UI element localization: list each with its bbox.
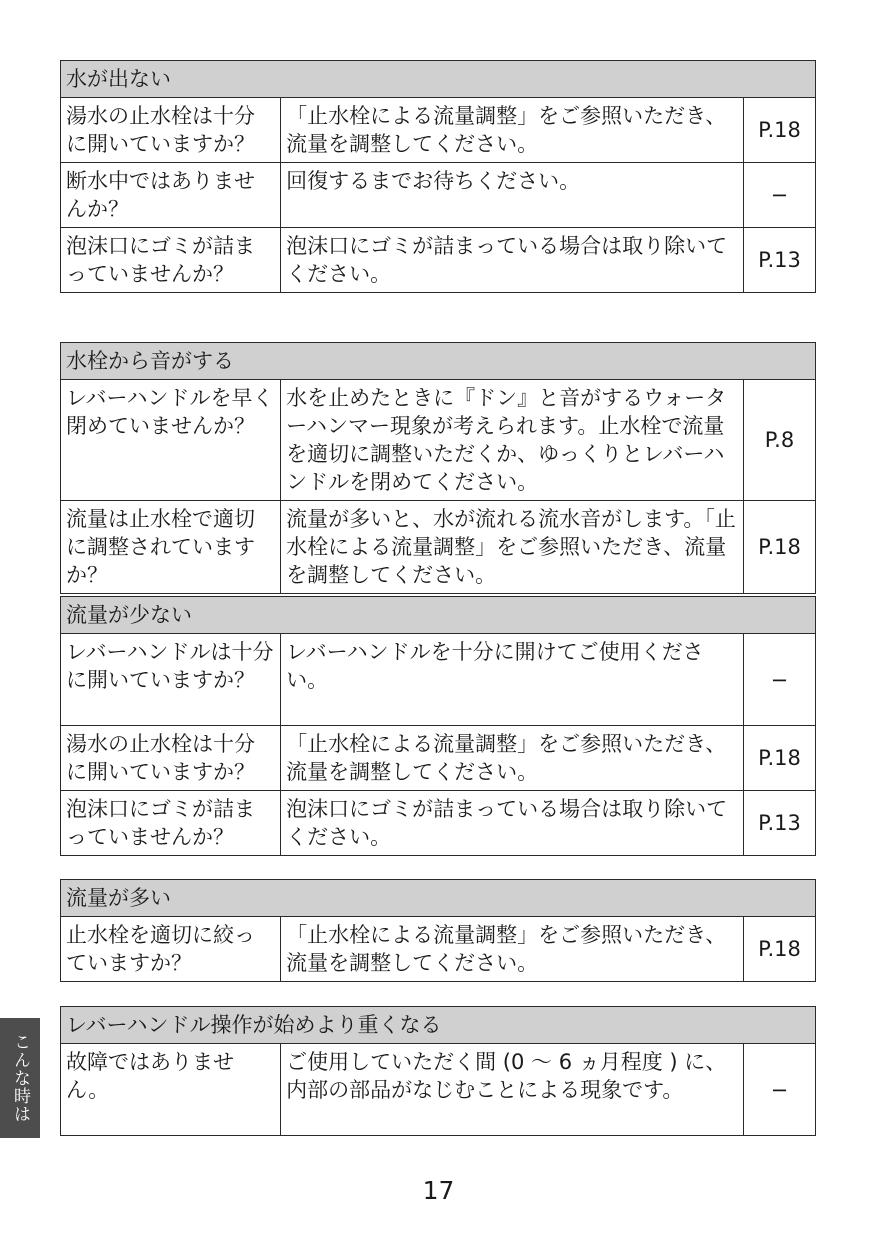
action-cell: 「止水栓による流量調整」をご参照いただき、流量を調整してください。 [281, 726, 744, 791]
section-no-water [60, 60, 816, 293]
section-title: 流量が少ない [61, 597, 816, 634]
section-title: 流量が多い [61, 880, 816, 917]
table-row [61, 163, 816, 228]
page-ref: P.8 [743, 380, 815, 501]
check-cell: 湯水の止水栓は十分に開いていますか？ [61, 98, 281, 163]
check-cell: 止水栓を適切に絞っていますか？ [61, 917, 281, 982]
action-cell: 泡沫口にゴミが詰まっている場合は取り除いてください。 [281, 228, 744, 293]
section-title: レバーハンドル操作が始めより重くなる [61, 1007, 816, 1044]
check-cell: 泡沫口にゴミが詰まっていませんか？ [61, 791, 281, 856]
action-cell: 「止水栓による流量調整」をご参照いただき、流量を調整してください。 [281, 917, 744, 982]
page-ref: P.18 [743, 726, 815, 791]
check-cell: 流量は止水栓で適切に調整されていますか？ [61, 501, 281, 594]
table-row [61, 98, 816, 163]
page-ref: P.18 [743, 98, 815, 163]
table-row [61, 791, 816, 856]
action-cell: 回復するまでお待ちください。 [281, 163, 744, 228]
page-ref: P.13 [743, 791, 815, 856]
page-ref: − [743, 1044, 815, 1136]
action-cell: 泡沫口にゴミが詰まっている場合は取り除いてください。 [281, 791, 744, 856]
page-ref: P.18 [743, 501, 815, 594]
section-lever-heavy [60, 1006, 816, 1136]
check-cell: 湯水の止水栓は十分に開いていますか？ [61, 726, 281, 791]
check-cell: レバーハンドルは十分に開いていますか？ [61, 634, 281, 726]
section-faucet-noise [60, 342, 816, 594]
side-tab: こんな時は [0, 1018, 40, 1138]
table-row [61, 634, 816, 726]
table-row [61, 501, 816, 594]
table-row [61, 726, 816, 791]
action-cell: レバーハンドルを十分に開けてご使用ください。 [281, 634, 744, 726]
action-cell: 「止水栓による流量調整」をご参照いただき、流量を調整してください。 [281, 98, 744, 163]
page-ref: P.18 [743, 917, 815, 982]
table-row [61, 1044, 816, 1136]
action-cell: 流量が多いと、水が流れる流水音がします。「止水栓による流量調整」をご参照いただき、流量を調整してください。 [281, 501, 744, 594]
page-ref: − [743, 163, 815, 228]
action-cell: 水を止めたときに『ドン』と音がするウォーターハンマー現象が考えられます。止水栓で流量を適切に調整いただくか、ゆっくりとレバーハンドルを閉めてください。 [281, 380, 744, 501]
table-row [61, 228, 816, 293]
section-high-flow [60, 879, 816, 982]
page-ref: P.13 [743, 228, 815, 293]
action-cell: ご使用していただく間 (0 〜 6 ヵ月程度 ) に、内部の部品がなじむことによる現象です。 [281, 1044, 744, 1136]
check-cell: 故障ではありません。 [61, 1044, 281, 1136]
page-number: 17 [422, 1176, 455, 1205]
page-ref: − [743, 634, 815, 726]
check-cell: 断水中ではありませんか？ [61, 163, 281, 228]
section-title: 水が出ない [61, 61, 816, 98]
check-cell: レバーハンドルを早く閉めていませんか？ [61, 380, 281, 501]
check-cell: 泡沫口にゴミが詰まっていませんか？ [61, 228, 281, 293]
table-row [61, 380, 816, 501]
table-row [61, 917, 816, 982]
section-low-flow [60, 596, 816, 856]
section-title: 水栓から音がする [61, 343, 816, 380]
